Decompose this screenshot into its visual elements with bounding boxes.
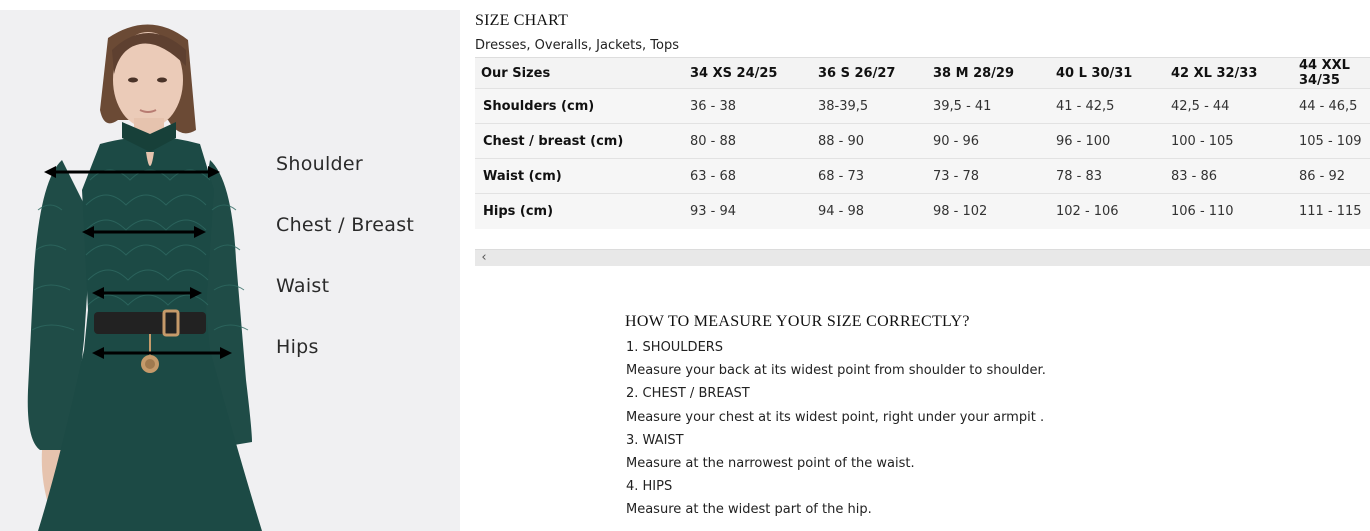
table-row bbox=[475, 124, 1370, 159]
table-cell: 73 - 78 bbox=[933, 168, 980, 184]
header-size-38: 38 M 28/29 bbox=[933, 65, 1015, 81]
row-label-shoulders: Shoulders (cm) bbox=[483, 98, 595, 114]
table-cell: 38-39,5 bbox=[818, 98, 869, 114]
table-cell: 94 - 98 bbox=[818, 203, 865, 219]
step-heading-chest: 2. CHEST / BREAST bbox=[626, 386, 750, 402]
table-row bbox=[475, 89, 1370, 124]
row-label-hips: Hips (cm) bbox=[483, 203, 554, 219]
header-size-40: 40 L 30/31 bbox=[1056, 65, 1133, 81]
step-heading-shoulders: 1. SHOULDERS bbox=[626, 340, 724, 355]
table-cell: 106 - 110 bbox=[1171, 203, 1234, 219]
table-cell: 86 - 92 bbox=[1299, 168, 1346, 184]
table-cell: 102 - 106 bbox=[1056, 203, 1119, 219]
header-our-sizes: Our Sizes bbox=[481, 65, 551, 81]
table-cell: 44 - 46,5 bbox=[1299, 98, 1358, 114]
label-chest-breast: Chest / Breast bbox=[276, 214, 415, 236]
table-cell: 36 - 38 bbox=[690, 98, 737, 114]
table-cell: 90 - 96 bbox=[933, 133, 980, 149]
table-header-row bbox=[475, 58, 1370, 89]
table-cell: 68 - 73 bbox=[818, 168, 865, 184]
how-to-measure-title: HOW TO MEASURE YOUR SIZE CORRECTLY? bbox=[625, 313, 970, 330]
step-text-shoulders: Measure your back at its widest point from shoulder to shoulder. bbox=[626, 363, 1046, 379]
table-cell: 42,5 - 44 bbox=[1171, 98, 1230, 114]
chevron-left-icon[interactable]: ‹ bbox=[481, 250, 487, 265]
table-horizontal-scrollbar[interactable] bbox=[475, 249, 1370, 266]
size-chart-title: SIZE CHART bbox=[475, 12, 569, 29]
table-cell: 39,5 - 41 bbox=[933, 98, 992, 114]
table-cell: 98 - 102 bbox=[933, 203, 988, 219]
header-size-34: 34 XS 24/25 bbox=[690, 65, 778, 81]
label-shoulder: Shoulder bbox=[276, 153, 364, 175]
label-hips: Hips bbox=[276, 336, 319, 358]
step-text-hips: Measure at the widest part of the hip. bbox=[626, 502, 872, 518]
table-row bbox=[475, 194, 1370, 229]
table-cell: 111 - 115 bbox=[1299, 203, 1362, 219]
table-cell: 96 - 100 bbox=[1056, 133, 1111, 149]
label-waist: Waist bbox=[276, 275, 330, 297]
table-cell: 88 - 90 bbox=[818, 133, 865, 149]
size-chart-table bbox=[475, 57, 1370, 229]
table-cell: 41 - 42,5 bbox=[1056, 98, 1115, 114]
header-size-44: 44 XXL 34/35 bbox=[1299, 58, 1350, 88]
table-row bbox=[475, 159, 1370, 194]
model-illustration bbox=[0, 10, 460, 531]
table-cell: 93 - 94 bbox=[690, 203, 737, 219]
step-heading-hips: 4. HIPS bbox=[626, 479, 673, 495]
table-cell: 105 - 109 bbox=[1299, 133, 1362, 149]
table-cell: 83 - 86 bbox=[1171, 168, 1218, 184]
size-chart-subtitle: Dresses, Overalls, Jackets, Tops bbox=[475, 38, 680, 53]
table-cell: 100 - 105 bbox=[1171, 133, 1234, 149]
table-cell: 63 - 68 bbox=[690, 168, 737, 184]
header-size-36: 36 S 26/27 bbox=[818, 65, 896, 81]
row-label-waist: Waist (cm) bbox=[483, 168, 562, 184]
how-to-measure-list bbox=[626, 339, 1046, 525]
table-cell: 80 - 88 bbox=[690, 133, 737, 149]
model-figure-image bbox=[0, 10, 460, 531]
step-text-chest: Measure your chest at its widest point, right under your armpit . bbox=[626, 409, 1045, 425]
table-cell: 78 - 83 bbox=[1056, 168, 1103, 184]
row-label-chest: Chest / breast (cm) bbox=[483, 133, 624, 149]
step-text-waist: Measure at the narrowest point of the waist. bbox=[626, 455, 915, 471]
step-heading-waist: 3. WAIST bbox=[626, 432, 684, 448]
header-size-42: 42 XL 32/33 bbox=[1171, 65, 1258, 81]
